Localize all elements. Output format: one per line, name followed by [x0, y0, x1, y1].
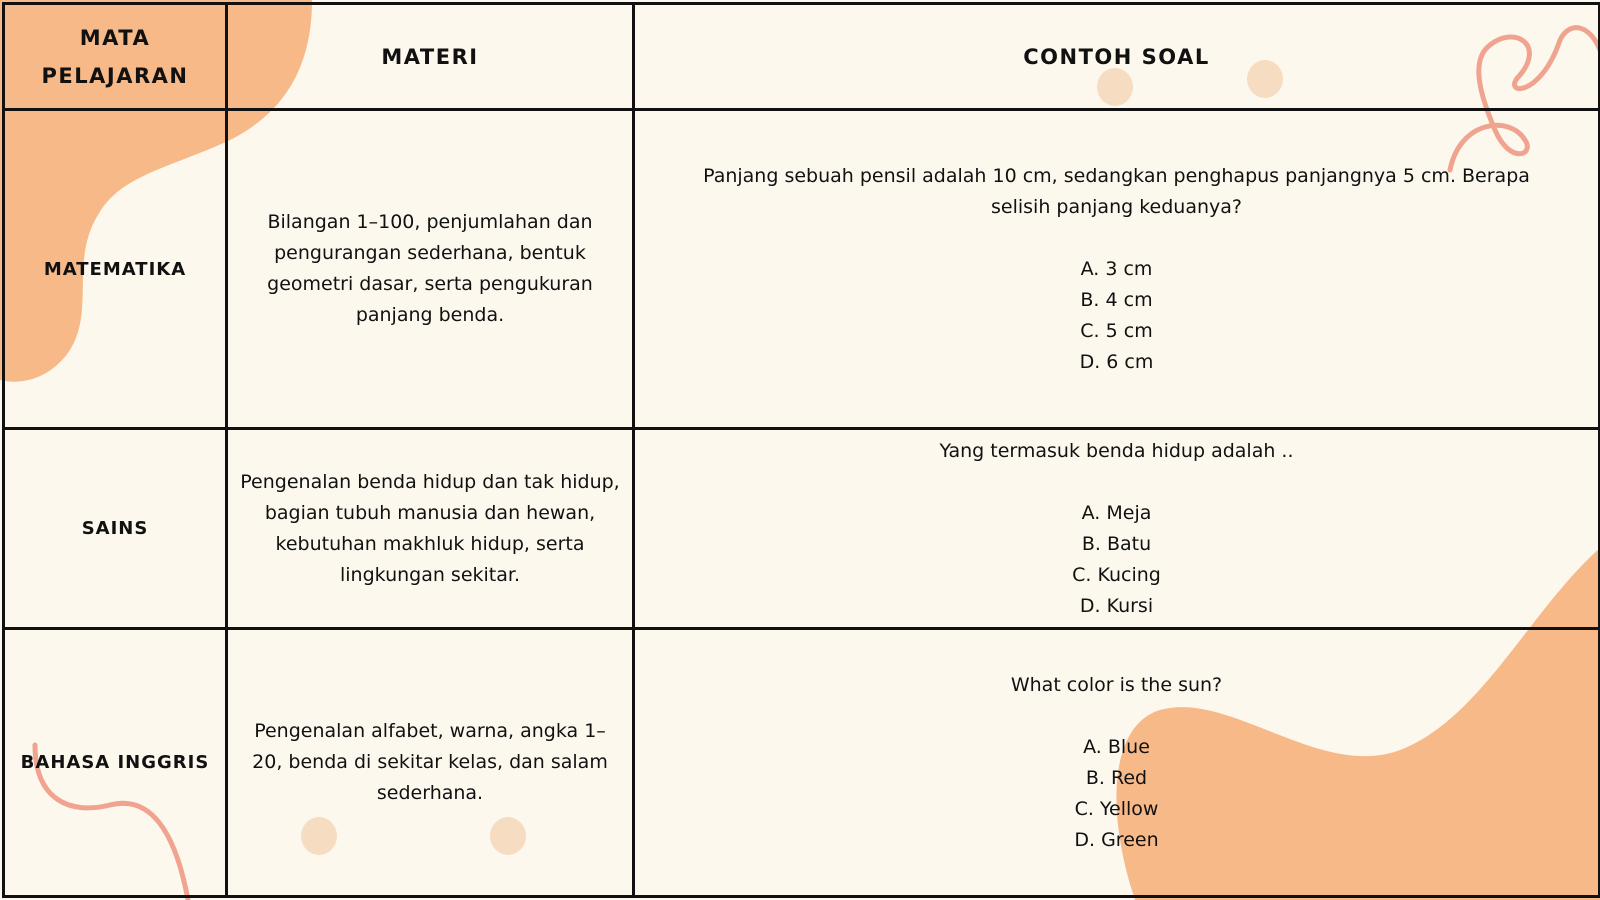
materi-cell: Pengenalan benda hidup dan tak hidup, bagian tubuh manusia dan hewan, kebutuhan makhluk hidup, serta lingkungan sekitar.	[227, 429, 634, 629]
header-materi-label: MATERI	[381, 44, 479, 69]
answer-option: D. 6 cm	[1079, 350, 1154, 373]
curriculum-table	[2, 2, 1600, 898]
answer-option: C. 5 cm	[1080, 319, 1153, 342]
header-subject-label: MATA PELAJARAN	[41, 25, 189, 88]
answer-option: D. Green	[1074, 828, 1159, 851]
question-cell	[634, 429, 1600, 629]
question-text: What color is the sun?	[1010, 673, 1223, 696]
answer-option: C. Kucing	[1072, 563, 1161, 586]
question-cell	[634, 629, 1600, 897]
answer-option: B. Batu	[1081, 532, 1152, 555]
header-materi	[227, 4, 634, 110]
header-subject	[4, 4, 227, 110]
answer-option: B. 4 cm	[1080, 288, 1153, 311]
materi-cell: Pengenalan alfabet, warna, angka 1–20, benda di sekitar kelas, dan salam sederhana.	[227, 629, 634, 897]
header-contoh-soal	[634, 4, 1600, 110]
materi-cell: Bilangan 1–100, penjumlahan dan pengurangan sederhana, bentuk geometri dasar, serta pengukuran panjang benda.	[227, 110, 634, 429]
subject-cell: MATEMATIKA	[4, 110, 227, 429]
subject-cell: SAINS	[4, 429, 227, 629]
answer-option: A. 3 cm	[1080, 257, 1153, 280]
answer-option: D. Kursi	[1079, 594, 1154, 617]
answer-option: A. Meja	[1081, 501, 1152, 524]
answer-option: A. Blue	[1083, 735, 1150, 758]
table-row	[4, 429, 1600, 629]
table-row	[4, 629, 1600, 897]
header-contoh-soal-label: CONTOH SOAL	[1023, 44, 1210, 69]
question-text: Panjang sebuah pensil adalah 10 cm, sedangkan penghapus panjangnya 5 cm. Berapa selisih panjang keduanya?	[703, 164, 1530, 218]
question-text: Yang termasuk benda hidup adalah ..	[939, 439, 1294, 462]
question-cell	[634, 110, 1600, 429]
answer-option: C. Yellow	[1074, 797, 1159, 820]
subject-cell: BAHASA INGGRIS	[4, 629, 227, 897]
table-row	[4, 110, 1600, 429]
header-row	[4, 4, 1600, 110]
answer-option: B. Red	[1085, 766, 1148, 789]
